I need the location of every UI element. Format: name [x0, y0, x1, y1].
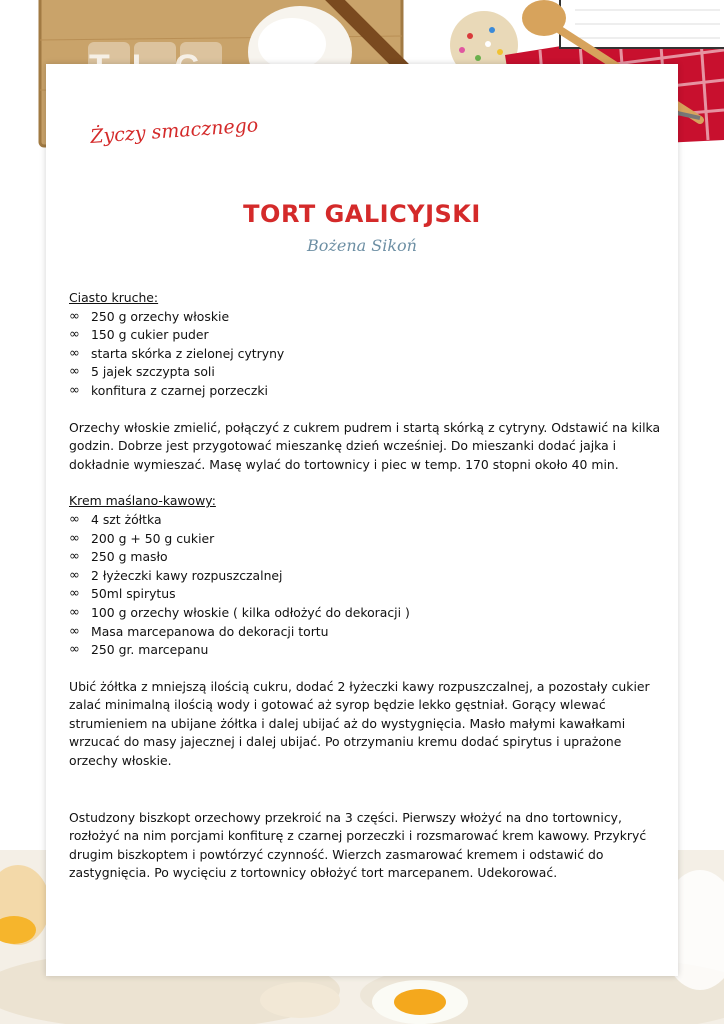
list-item [69, 585, 669, 604]
ingredient-text: 50ml spirytus [91, 586, 176, 602]
ingredient-text: starta skórka z zielonej cytryny [91, 345, 285, 361]
list-item [69, 511, 669, 530]
bullet-icon: ∞ [69, 364, 80, 380]
list-item [69, 326, 669, 345]
ingredient-text: 200 g + 50 g cukier [91, 530, 215, 546]
assembly-paragraph: Ostudzony biszkopt orzechowy przekroić na 3 części. Pierwszy włożyć na dno tortownicy, rozłożyć na nim porcjami konfiturę z czarnej porzeczki i rozsmarować krem kawowy. Przykryć drugim biszkoptem i powtórzyć czynność. Wierzch zasmarować kremem i odstawić do zastygnięcia. Po wycięciu z tortownicy obłożyć tort marcepanem. Udekorować. [69, 809, 647, 881]
ingredient-text: 100 g orzechy włoskie ( kilka odłożyć do dekoracji ) [91, 604, 410, 620]
bullet-icon: ∞ [69, 604, 80, 620]
ingredient-text: 2 łyżeczki kawy rozpuszczalnej [91, 567, 283, 583]
recipe-content [69, 289, 669, 883]
ingredient-text: 150 g cukier puder [91, 327, 209, 343]
slogan-text: Życzy smacznego [89, 114, 259, 148]
list-item [69, 623, 669, 642]
bullet-icon: ∞ [69, 327, 80, 343]
section-heading: Krem maślano-kawowy: [69, 493, 216, 509]
section-dough [69, 289, 669, 474]
ingredient-text: Masa marcepanowa do dekoracji tortu [91, 623, 329, 639]
bullet-icon: ∞ [69, 308, 80, 324]
section-heading: Ciasto kruche: [69, 290, 159, 305]
list-item [69, 604, 669, 623]
list-item [69, 548, 669, 567]
bullet-icon: ∞ [69, 586, 80, 602]
ingredient-text: 5 jajek szczypta soli [91, 364, 215, 380]
recipe-title: TORT GALICYJSKI [243, 200, 481, 228]
instructions-paragraph: Ubić żółtka z mniejszą ilością cukru, dodać 2 łyżeczki kawy rozpuszczalnej, a pozostały cukier zalać minimalną ilością wody i gotować aż syrop będzie lekko gęstniał. Gorący wlewać strumieniem na ubijane żółtka i dalej ubijać aż do wystygnięcia. Masło małymi kawałkami wrzucać do masy jajecznej i dalej ubijać. Po otrzymaniu kremu dodać spirytus i uprażone orzechy włoskie. [69, 678, 650, 769]
list-item [69, 363, 669, 382]
instructions-paragraph: Orzechy włoskie zmielić, połączyć z cukrem pudrem i startą skórką z cytryny. Odstawić na kilka godzin. Dobrze jest przygotować mieszankę dzień wcześniej. Do mieszanki dodać jajka i dokładnie wymieszać. Masę wylać do tortownicy i piec w temp. 170 stopni około 40 min. [69, 419, 661, 472]
ingredient-list [69, 308, 669, 401]
tlc-logo-text: TLC [88, 48, 222, 86]
ingredient-text: 250 g masło [91, 549, 168, 565]
list-item [69, 567, 669, 586]
list-item [69, 530, 669, 549]
ingredient-text: 250 gr. marcepanu [91, 642, 209, 658]
list-item [69, 382, 669, 401]
list-item [69, 308, 669, 327]
list-item [69, 641, 669, 660]
bullet-icon: ∞ [69, 382, 80, 398]
bullet-icon: ∞ [69, 511, 80, 527]
section-cream [69, 492, 669, 770]
ingredient-text: 4 szt żółtka [91, 511, 162, 527]
ingredient-text: konfitura z czarnej porzeczki [91, 382, 268, 398]
list-item [69, 345, 669, 364]
ingredient-text: 250 g orzechy włoskie [91, 308, 230, 324]
bullet-icon: ∞ [69, 530, 80, 546]
bullet-icon: ∞ [69, 623, 80, 639]
bullet-icon: ∞ [69, 567, 80, 583]
bullet-icon: ∞ [69, 642, 80, 658]
ingredient-list [69, 511, 669, 660]
recipe-author: Bożena Sikoń [307, 236, 417, 255]
bullet-icon: ∞ [69, 549, 80, 565]
bullet-icon: ∞ [69, 345, 80, 361]
